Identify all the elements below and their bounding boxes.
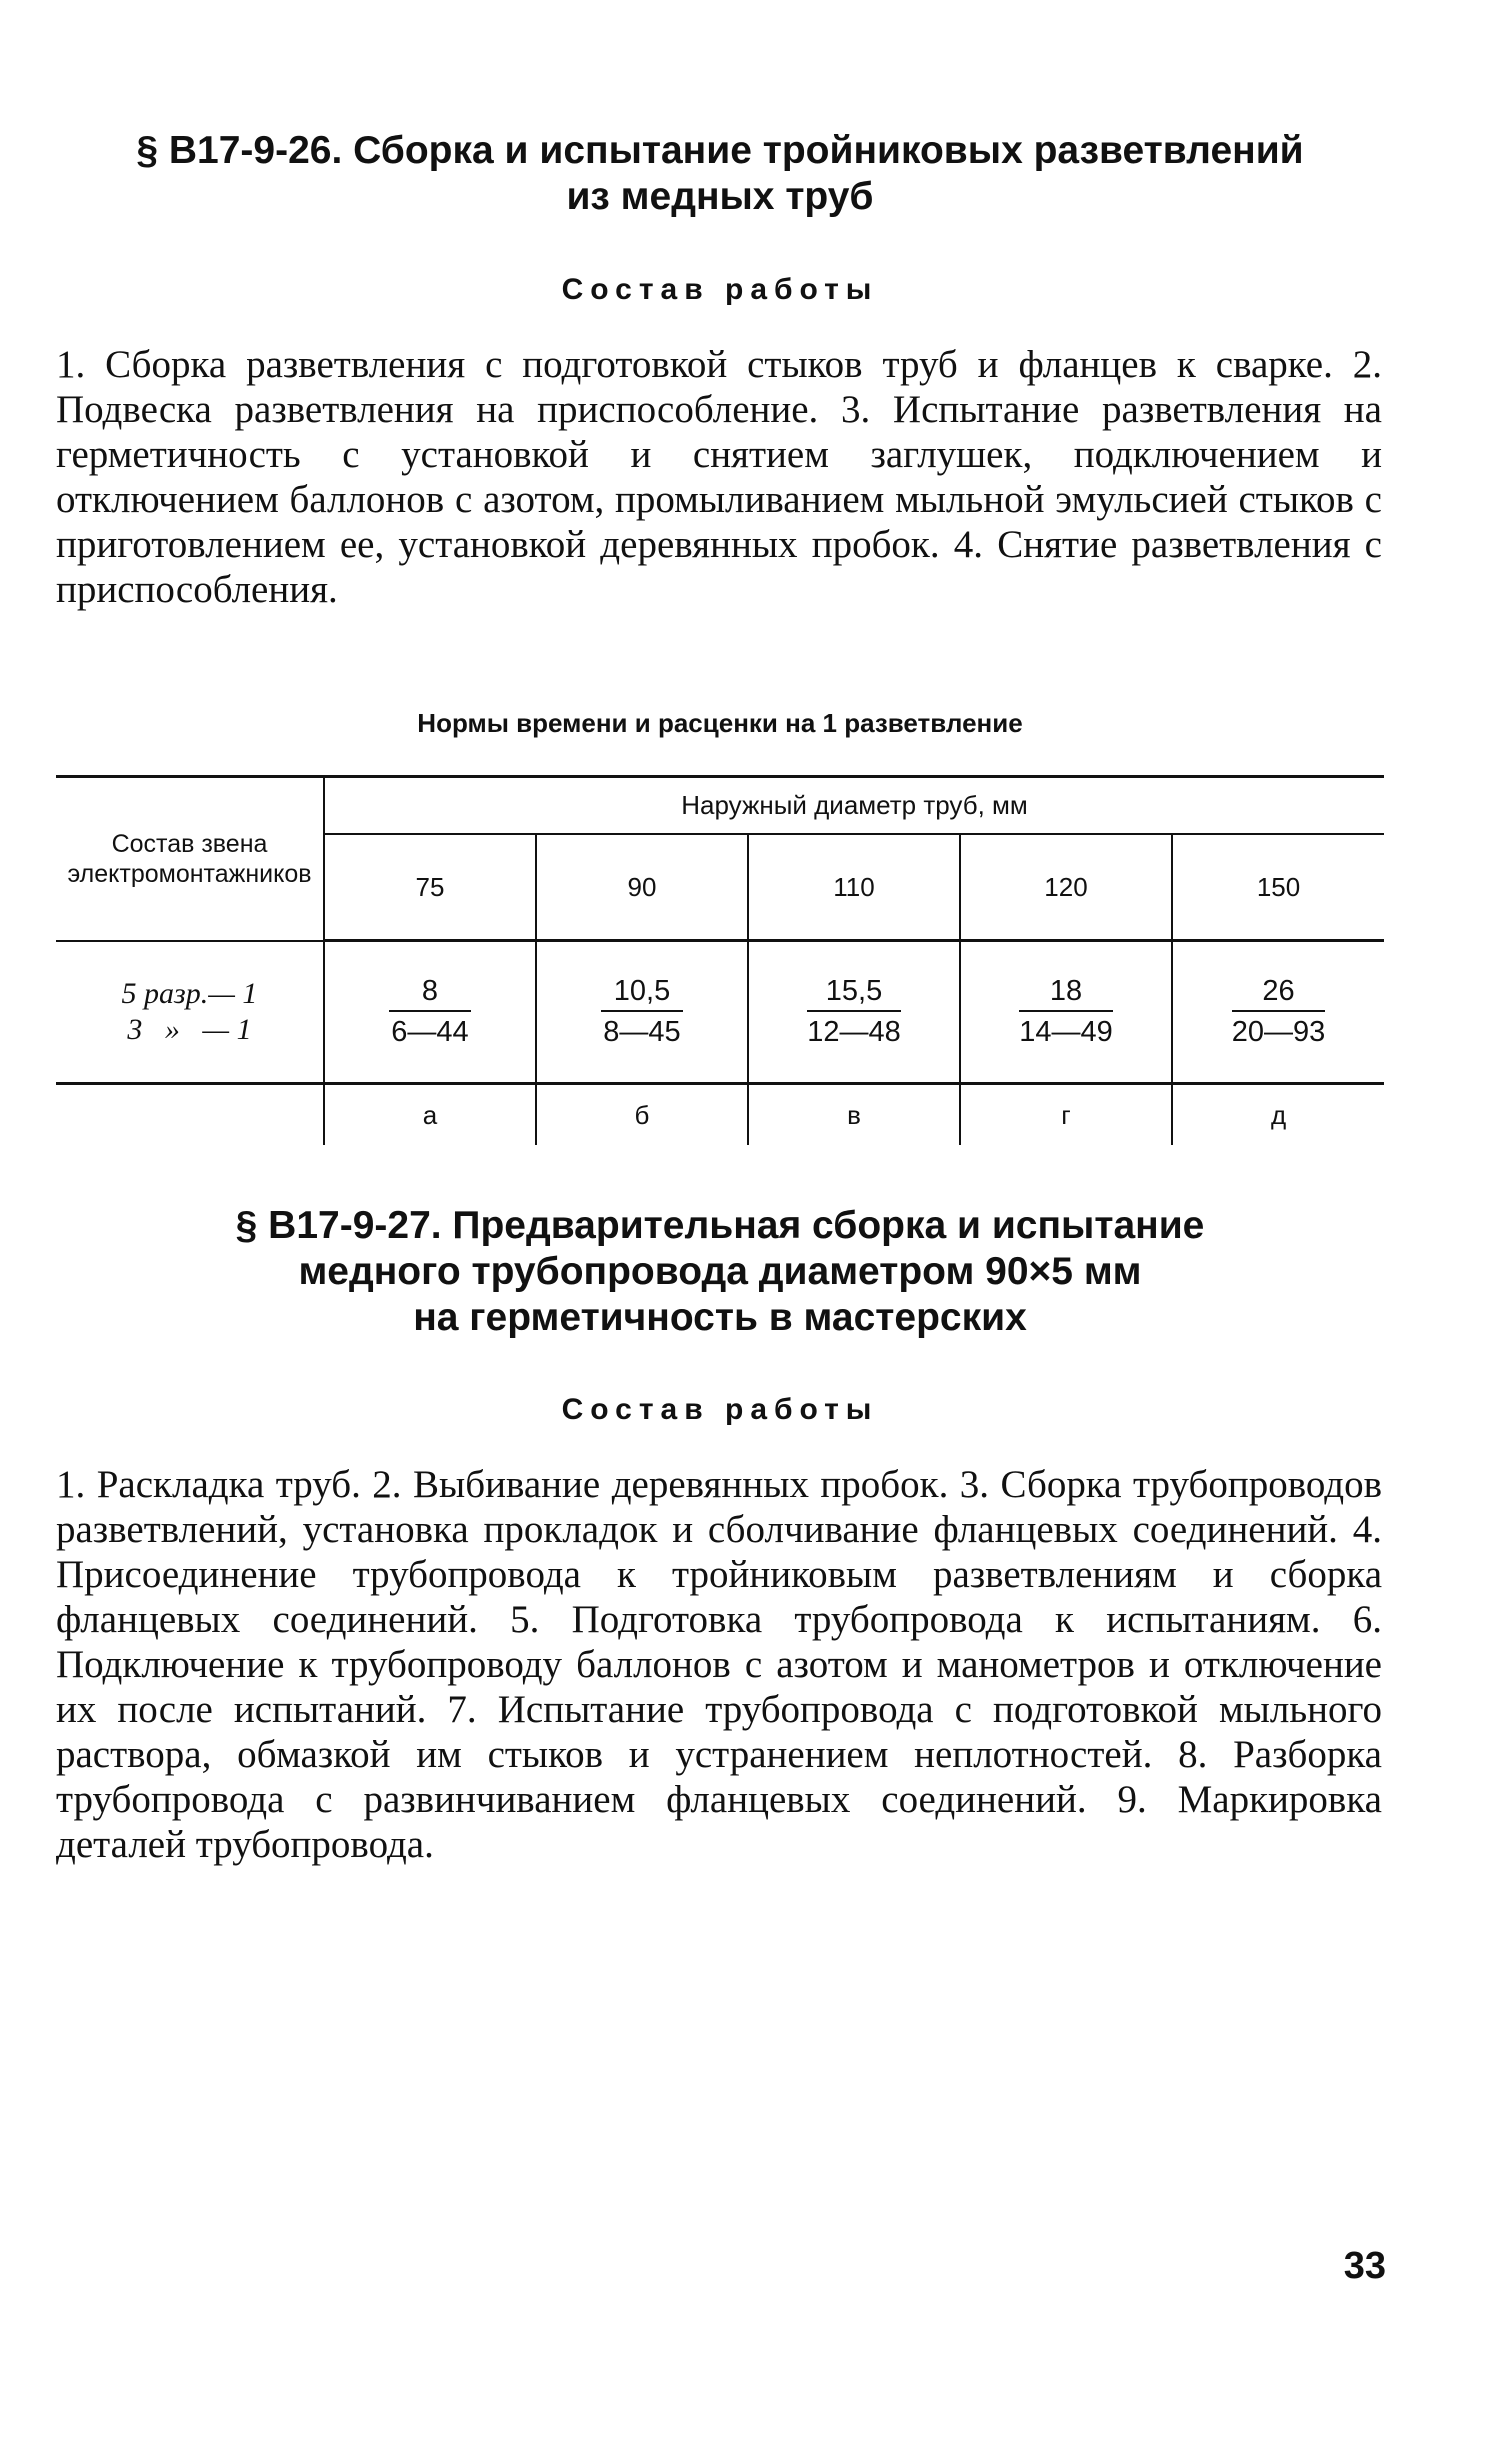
empty-cell <box>56 1084 324 1146</box>
diameter-75: 75 <box>324 834 536 941</box>
section2-title-line1: § B17-9-27. Предварительная сборка и испытание <box>235 1204 1205 1247</box>
crew-composition <box>56 941 324 1084</box>
value-cell-a <box>324 941 536 1084</box>
table-caption: Нормы времени и расценки на 1 разветвление <box>417 708 1023 738</box>
section2-subheading: Состав работы <box>561 1393 879 1426</box>
crew-line1: 5 разр.— 1 <box>121 976 258 1010</box>
value-cell-b <box>536 941 748 1084</box>
rate: 14—49 <box>1019 1016 1113 1048</box>
value-cell-g <box>960 941 1172 1084</box>
rate: 6—44 <box>391 1016 469 1048</box>
section1-title-line1: § B17-9-26. Сборка и испытание тройниковых разветвлений <box>136 129 1304 172</box>
diameter-group-header: Наружный диаметр труб, мм <box>324 777 1384 835</box>
diameter-90: 90 <box>536 834 748 941</box>
section2-title <box>60 1203 1380 1341</box>
value-cell-d <box>1172 941 1384 1084</box>
section1-subheading: Состав работы <box>561 273 879 306</box>
time-norm: 15,5 <box>807 975 901 1012</box>
time-norm: 18 <box>1019 975 1113 1012</box>
column-letter-g: г <box>960 1084 1172 1146</box>
diameter-110: 110 <box>748 834 960 941</box>
time-norm: 26 <box>1232 975 1326 1012</box>
column-letter-v: в <box>748 1084 960 1146</box>
section1-title-line2: из медных труб <box>566 175 874 218</box>
section2-title-line3: на герметичность в мастерских <box>413 1296 1027 1339</box>
table-row <box>56 941 1384 1084</box>
rate: 20—93 <box>1231 1016 1326 1048</box>
crew-header: Состав звена электромонтажников <box>56 777 324 941</box>
column-letter-a: а <box>324 1084 536 1146</box>
column-letter-b: б <box>536 1084 748 1146</box>
column-letter-d: д <box>1172 1084 1384 1146</box>
rate: 8—45 <box>603 1016 681 1048</box>
norms-table <box>56 775 1384 1145</box>
time-norm: 10,5 <box>601 975 683 1012</box>
rate: 12—48 <box>807 1016 901 1048</box>
value-cell-v <box>748 941 960 1084</box>
section2-title-line2: медного трубопровода диаметром 90×5 мм <box>298 1250 1142 1293</box>
diameter-120: 120 <box>960 834 1172 941</box>
diameter-150: 150 <box>1172 834 1384 941</box>
section1-title <box>60 128 1380 220</box>
table-row <box>56 1084 1384 1146</box>
section1-body: 1. Сборка разветвления с подготовкой стыков труб и фланцев к сварке. 2. Подвеска разветвления на приспособление. 3. Испытание разветвления на герметичность с установкой и снятием заглушек, подключением и отключением баллонов с азотом, промыливанием мыльной эмульсией стыков с приготовлением ее, установкой деревянных пробок. 4. Снятие разветвления с приспособления. <box>56 343 1382 611</box>
section2-body: 1. Раскладка труб. 2. Выбивание деревянных пробок. 3. Сборка трубопроводов разветвлений, установка прокладок и сболчивание фланцевых соединений. 4. Присоединение трубопровода к тройниковым разветвлениям и сборка фланцевых соединений. 5. Подготовка трубопровода к испытаниям. 6. Подключение к трубопроводу баллонов с азотом и манометров и отключение их после испытаний. 7. Испытание трубопровода с подготовкой мыльного раствора, обмазкой им стыков и устранением неплотностей. 8. Разборка трубопровода с развинчиванием фланцевых соединений. 9. Маркировка деталей трубопровода. <box>56 1463 1382 1866</box>
crew-line2: 3 » — 1 <box>127 1012 252 1046</box>
time-norm: 8 <box>389 975 471 1012</box>
page-number: 33 <box>1343 2245 1386 2287</box>
